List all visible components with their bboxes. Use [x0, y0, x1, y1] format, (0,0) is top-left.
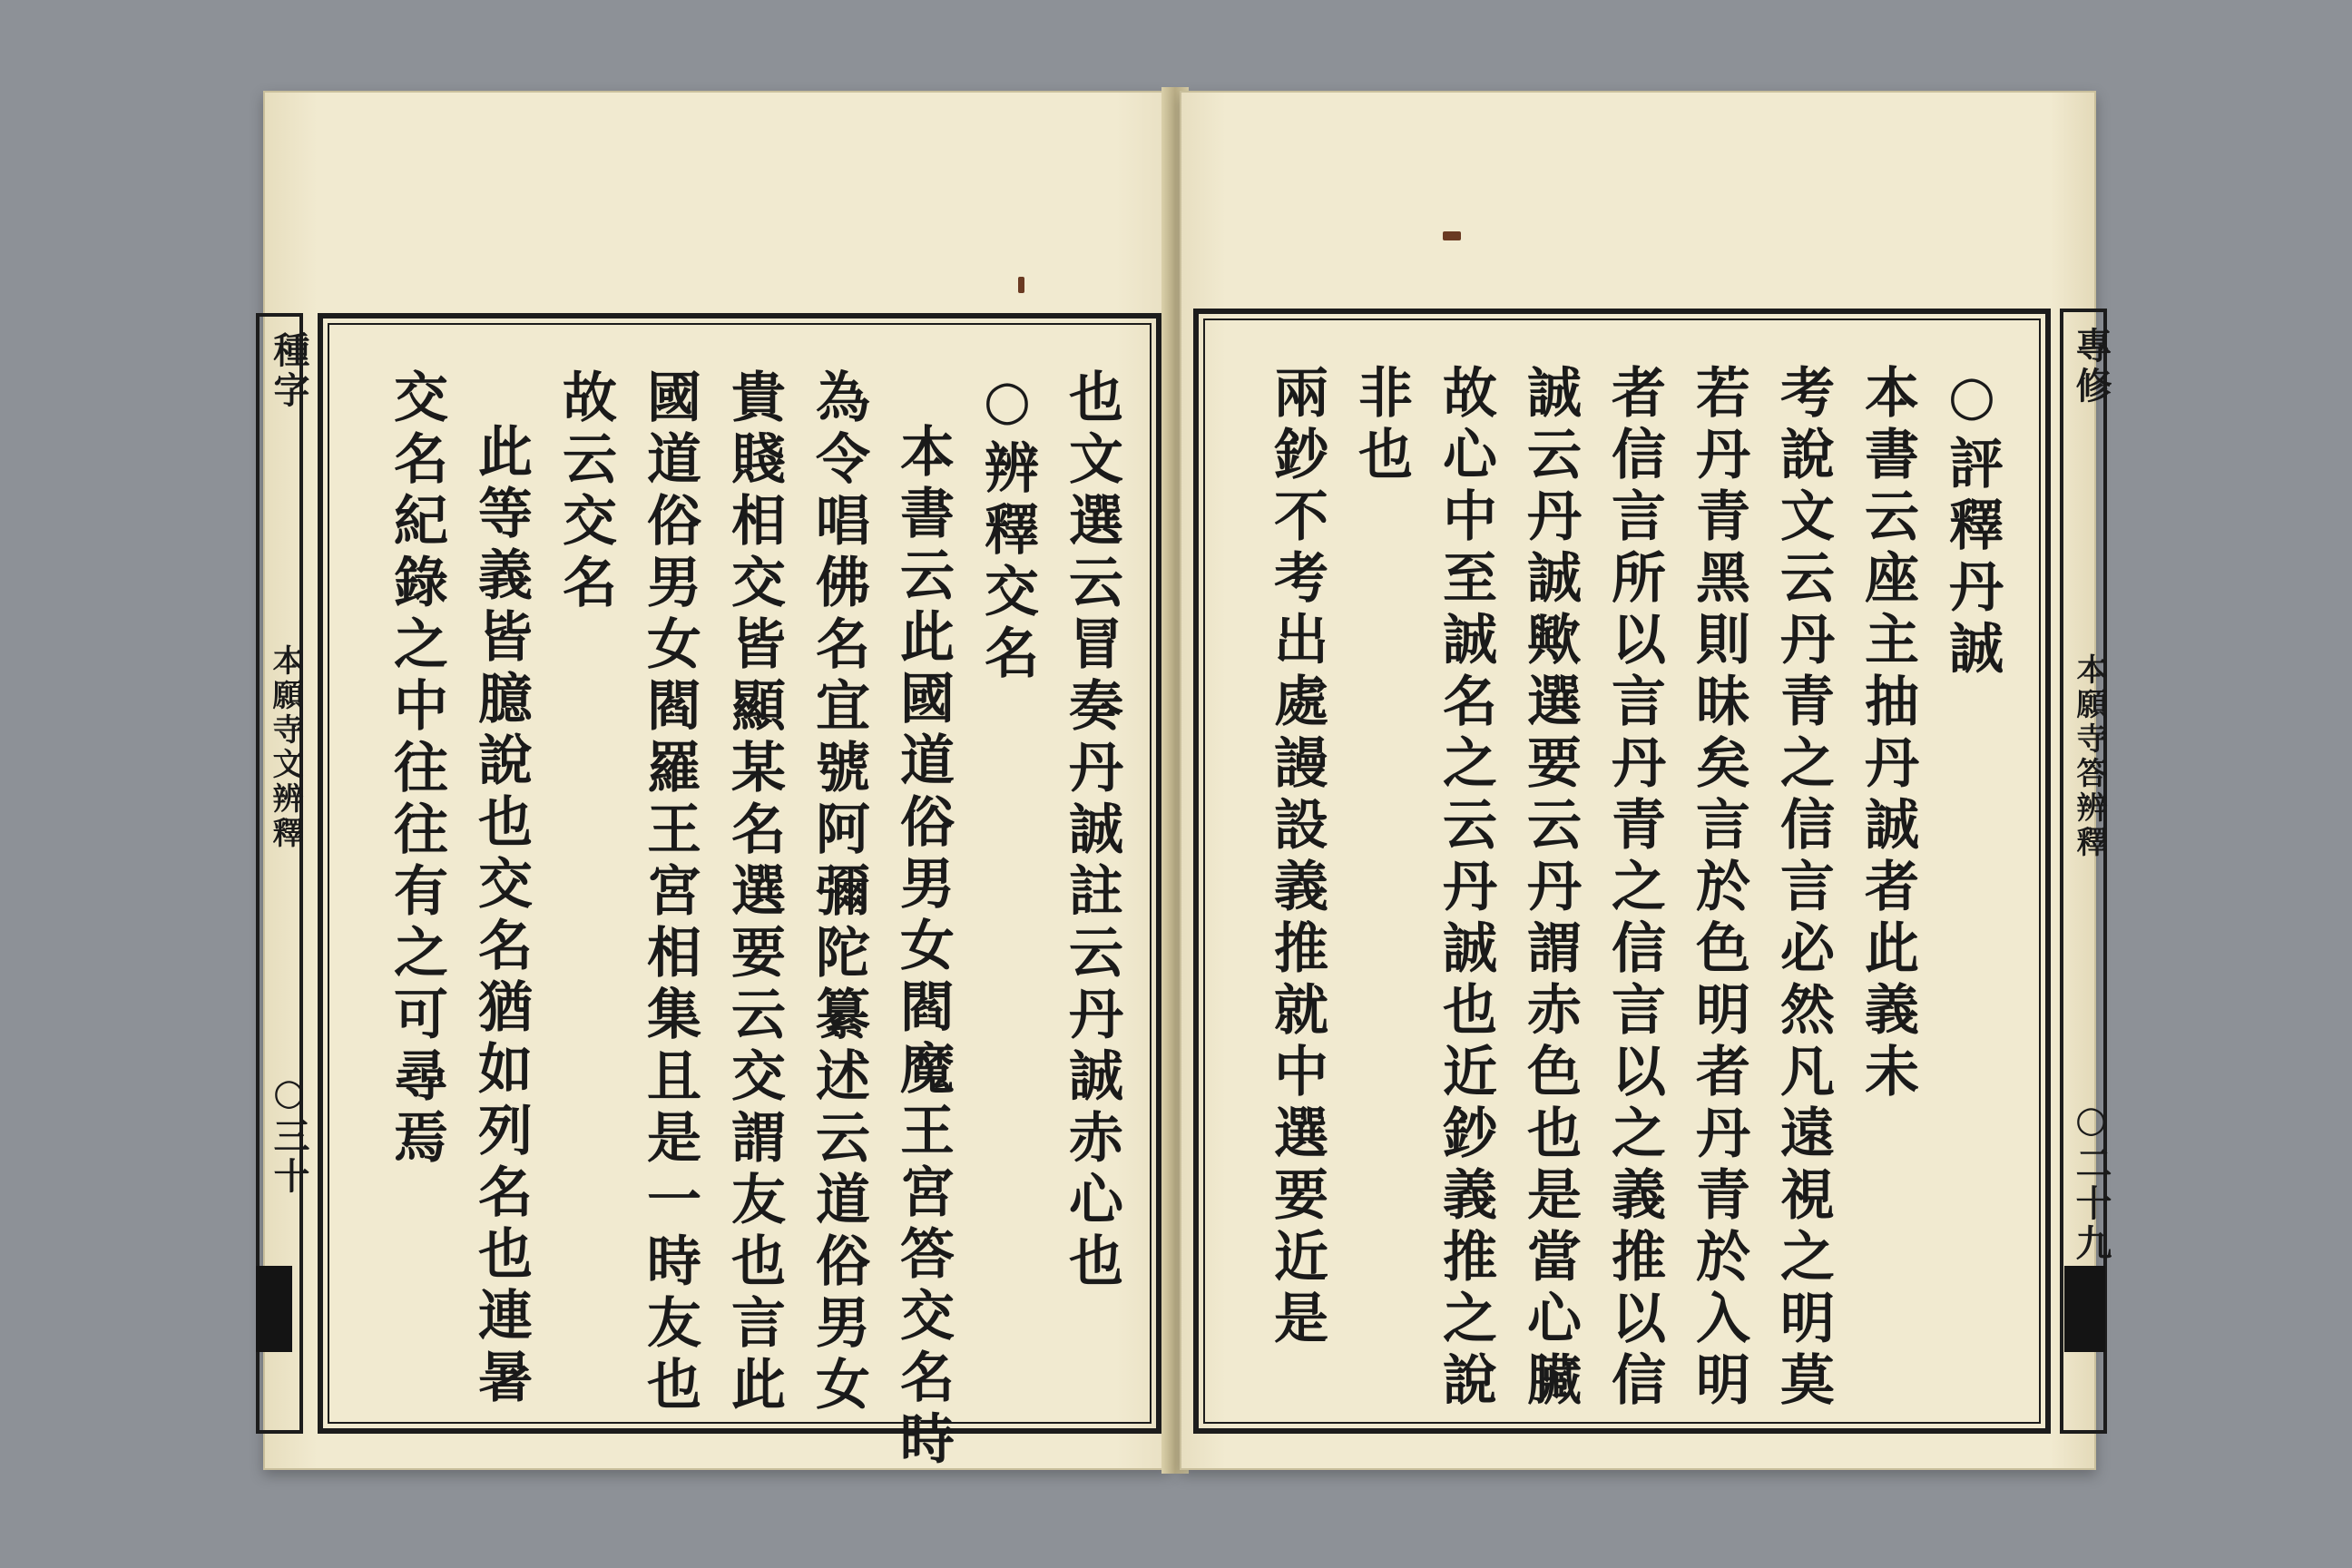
right-column-2: 本書云座主抽丹誠者此義未 [1856, 364, 1919, 1104]
left-column-7: 故云交名 [554, 368, 617, 615]
left-margin-title: 種字 [268, 331, 310, 411]
left-column-5: 貴賤相交皆顯某名選要云交謂友也言此 [722, 368, 786, 1417]
left-margin-subtitle: 本願寺文辨釋 [267, 644, 303, 851]
left-column-9: 交名紀錄之中往往有之可尋焉 [385, 368, 448, 1171]
left-column-1: 也文選云冒奏丹誠註云丹誠赤心也 [1060, 368, 1123, 1294]
open-book [263, 91, 2112, 1472]
right-text-frame [1193, 309, 2051, 1434]
left-text-frame [318, 313, 1161, 1472]
left-column-4: 為令唱佛名宜號阿彌陀纂述云道俗男女 [807, 368, 870, 1417]
left-margin-page-number: ○三十 [268, 1071, 310, 1197]
right-margin-title: 專修 [2070, 327, 2112, 407]
left-column-6: 國道俗男女閻羅王宮相集且是一時友也 [638, 368, 701, 1417]
right-column-4: 若丹青黑則昧矣言於色明者丹青於入明 [1687, 364, 1750, 1413]
right-column-8: 非也 [1349, 364, 1413, 487]
right-margin-subtitle: 本願寺答辨釋 [2071, 653, 2107, 860]
right-margin-page-number: ○二十九 [2070, 1098, 2112, 1264]
left-fishtail-mark [256, 1266, 292, 1352]
paper-stain [1443, 231, 1461, 240]
right-column-7: 故心中至誠名之云丹誠也近鈔義推之說 [1434, 364, 1497, 1413]
left-page [263, 91, 1171, 1470]
right-column-5: 者信言所以言丹青之信言以之義推以信 [1602, 364, 1666, 1413]
right-fishtail-mark [2064, 1266, 2105, 1352]
right-column-1: ○評釋丹誠 [1940, 364, 2004, 681]
right-column-6: 誠云丹誠歟選要云丹謂赤色也是當心臟 [1518, 364, 1582, 1413]
right-column-3: 考說文云丹青之信言必然凡遠視之明莫 [1771, 364, 1835, 1413]
right-column-9: 兩鈔不考出處謾設義推就中選要近是 [1265, 364, 1328, 1351]
left-column-2: ○辨釋交名 [975, 368, 1039, 686]
left-column-3: 本書云此國道俗男女閻魔王宮答交名時 [891, 423, 955, 1472]
left-column-8: 此等義皆臆說也交名猶如列名也連暑 [469, 423, 533, 1410]
right-page [1180, 91, 2112, 1470]
paper-stain [1018, 277, 1024, 293]
right-margin-strip [2060, 309, 2107, 1434]
